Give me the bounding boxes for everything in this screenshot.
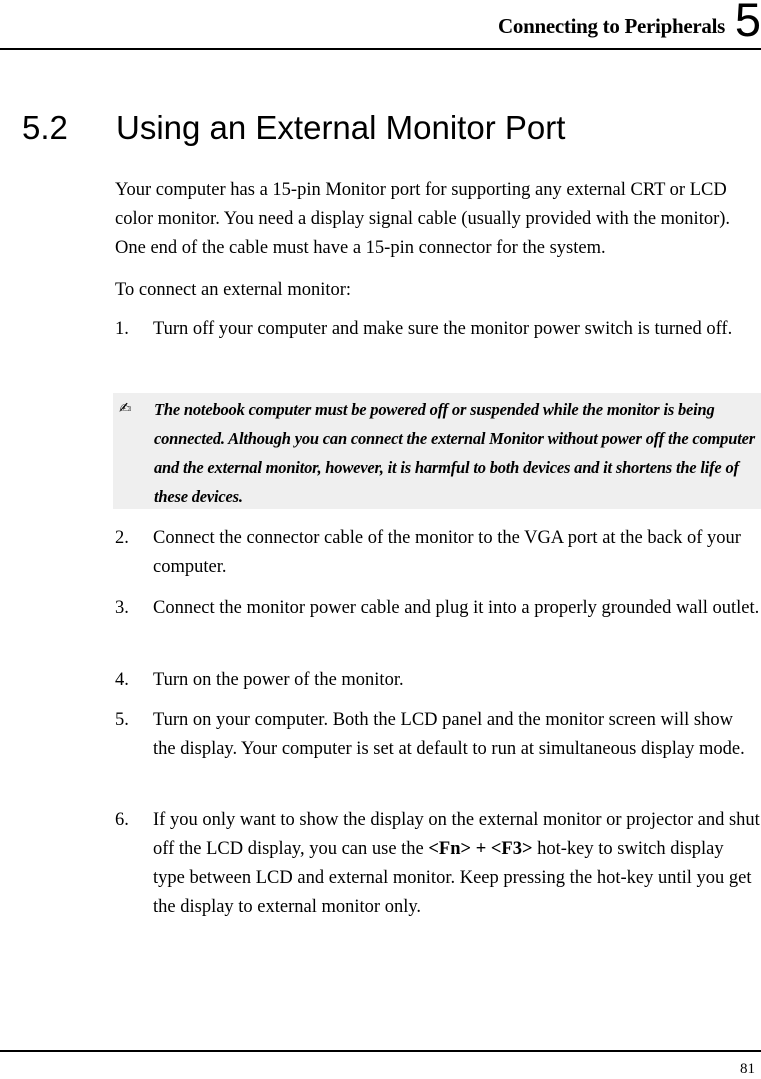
lead-paragraph: To connect an external monitor:: [115, 280, 352, 300]
step-number: 5.: [115, 710, 129, 730]
step-text: [153, 806, 760, 922]
section-number: 5.2: [22, 109, 68, 146]
section-heading: [22, 108, 565, 148]
step-5: [115, 706, 760, 764]
note-text: The notebook computer must be powered off or suspended while the monitor is being connected. Although you can connect the external Monitor without power off the computer and the external monitor, however, it is harmful to both devices and it shortens the life of these devices.: [154, 400, 755, 506]
page-header: [0, 0, 761, 50]
intro-paragraph: Your computer has a 15-pin Monitor port for supporting any external CRT or LCD color monitor. You need a display signal cable (usually provided with the monitor). One end of the cable must have a 15-pin connector for the system.: [115, 180, 731, 258]
step-text-after: hot-key to switch display type between LCD and external monitor. Keep pressing the hot-key until you get the display to external monitor only.: [153, 839, 752, 917]
step-number: 4.: [115, 670, 129, 690]
header-divider: [0, 48, 761, 50]
footer-divider: [0, 1050, 761, 1052]
section-title: Using an External Monitor Port: [116, 109, 566, 146]
step-number: 3.: [115, 598, 129, 618]
page-number: 81: [740, 1061, 755, 1077]
step-number: 6.: [115, 810, 129, 830]
pencil-note-icon: ✍: [119, 399, 132, 417]
step-number: 2.: [115, 528, 129, 548]
note-box: [113, 393, 761, 509]
step-text: Connect the connector cable of the monitor to the VGA port at the back of your computer.: [153, 528, 741, 577]
step-2: [115, 524, 760, 582]
step-1: [115, 315, 760, 344]
step-text: Turn off your computer and make sure the monitor power switch is turned off.: [153, 319, 733, 339]
step-text-before: If you only want to show the display on the external monitor or projector and shut off the LCD display, you can use the: [153, 810, 760, 859]
step-6: [115, 806, 760, 922]
step-text: Connect the monitor power cable and plug it into a properly grounded wall outlet.: [153, 598, 760, 618]
chapter-title: Connecting to Peripherals: [498, 14, 725, 38]
chapter-number: 5: [734, 0, 761, 46]
step-3: [115, 594, 760, 623]
step-text: Turn on your computer. Both the LCD panel and the monitor screen will show the display. Your computer is set at default to run at simultaneous display mode.: [153, 710, 745, 759]
hotkey-label: <Fn> + <F3>: [428, 839, 533, 859]
step-4: [115, 666, 760, 695]
step-number: 1.: [115, 319, 129, 339]
step-text: Turn on the power of the monitor.: [153, 670, 404, 690]
